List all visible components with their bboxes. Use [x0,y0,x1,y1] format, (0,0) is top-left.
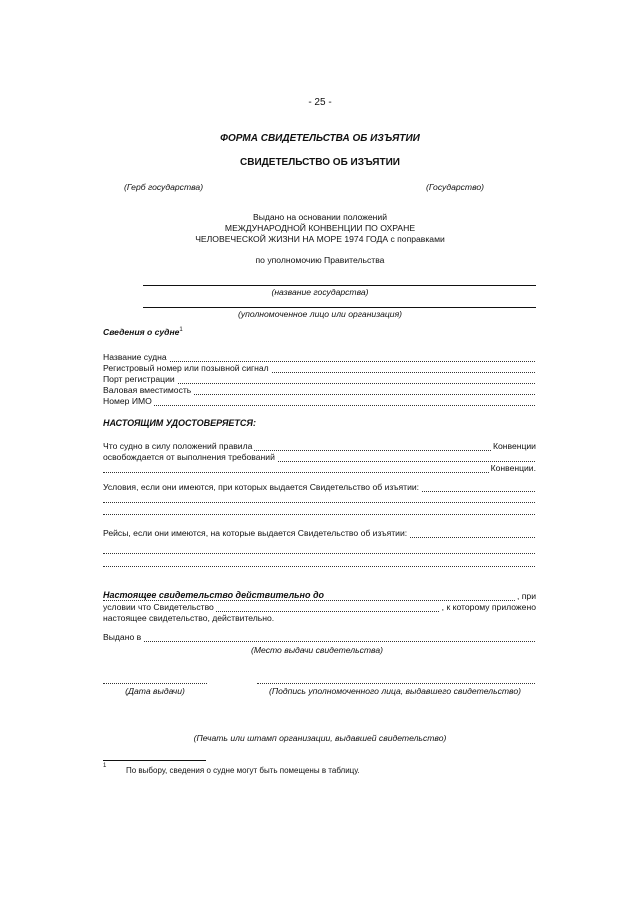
organization-caption: (уполномоченное лицо или организация) [237,309,403,319]
certify-line-3-dots [103,472,535,473]
port-label: Порт регистрации [103,374,175,384]
imo-dots [103,405,535,406]
footnote-text: По выбору, сведения о судне могут быть помещены в таблицу. [126,766,360,775]
tonnage-label: Валовая вместимость [103,385,192,395]
voyages-line-3 [103,566,535,567]
ship-info-heading [103,327,183,337]
form-title: ФОРМА СВИДЕТЕЛЬСТВА ОБ ИЗЪЯТИИ [220,133,420,144]
date-caption: (Дата выдачи) [125,686,185,696]
state-label: (Государство) [426,182,485,192]
authority-line: по уполномочию Правительства [255,255,385,265]
valid-until-end: , при [516,591,536,601]
valid-until-label: Настоящее свидетельство действительно до [103,590,325,600]
certify-line-1: Что судно в силу положений правила [103,441,253,451]
ship-name-label: Название судна [103,352,167,362]
registry-label: Регистровый номер или позывной сигнал [103,363,269,373]
issued-basis-line-2: МЕЖДУНАРОДНОЙ КОНВЕНЦИИ ПО ОХРАНЕ [224,223,416,233]
signature-dots [257,683,535,684]
ship-info-heading-text: Сведения о судне [103,327,180,337]
date-dots [103,683,207,684]
state-name-line [143,285,536,286]
condition-label: условии что Свидетельство [103,602,214,612]
voyages-label: Рейсы, если они имеются, на которые выдается Свидетельство об изъятии: [103,528,408,538]
certificate-title: СВИДЕТЕЛЬСТВО ОБ ИЗЪЯТИИ [240,157,400,168]
condition-end: , к которому приложено [441,602,536,612]
valid-until-dots [103,600,535,601]
organization-line [143,307,536,308]
certify-heading: НАСТОЯЩИМ УДОСТОВЕРЯЕТСЯ: [103,418,256,428]
certify-line-1-end: Конвенции [492,441,536,451]
conditions-line-2 [103,502,535,503]
issued-basis-line-1: Выдано на основании положений [252,212,388,222]
page-number: - 25 - [308,97,332,108]
signature-caption: (Подпись уполномоченного лица, выдавшего свидетельство) [268,686,521,696]
issued-at-label: Выдано в [103,632,142,642]
footnote-separator [103,760,206,761]
attached-text: настоящее свидетельство, действительно. [103,613,275,623]
issued-at-dots [103,641,535,642]
imo-label: Номер ИМО [103,396,152,406]
state-name-caption: (название государства) [271,287,369,297]
conditions-label: Условия, если они имеются, при которых выдается Свидетельство об изъятии: [103,482,420,492]
place-caption: (Место выдачи свидетельства) [250,645,383,655]
footnote-ref: 1 [179,327,183,334]
footnote-number: 1 [103,763,107,769]
seal-caption: (Печать или штамп организации, выдавшей свидетельство) [193,733,447,743]
conditions-line-3 [103,514,535,515]
certify-line-3-end: Конвенции. [490,463,536,473]
certify-line-2: освобождается от выполнения требований [103,452,275,462]
issued-basis-line-3: ЧЕЛОВЕЧЕСКОЙ ЖИЗНИ НА МОРЕ 1974 ГОДА с поправками [195,234,445,244]
coat-of-arms-label: (Герб государства) [124,182,204,192]
voyages-line-2 [103,553,535,554]
